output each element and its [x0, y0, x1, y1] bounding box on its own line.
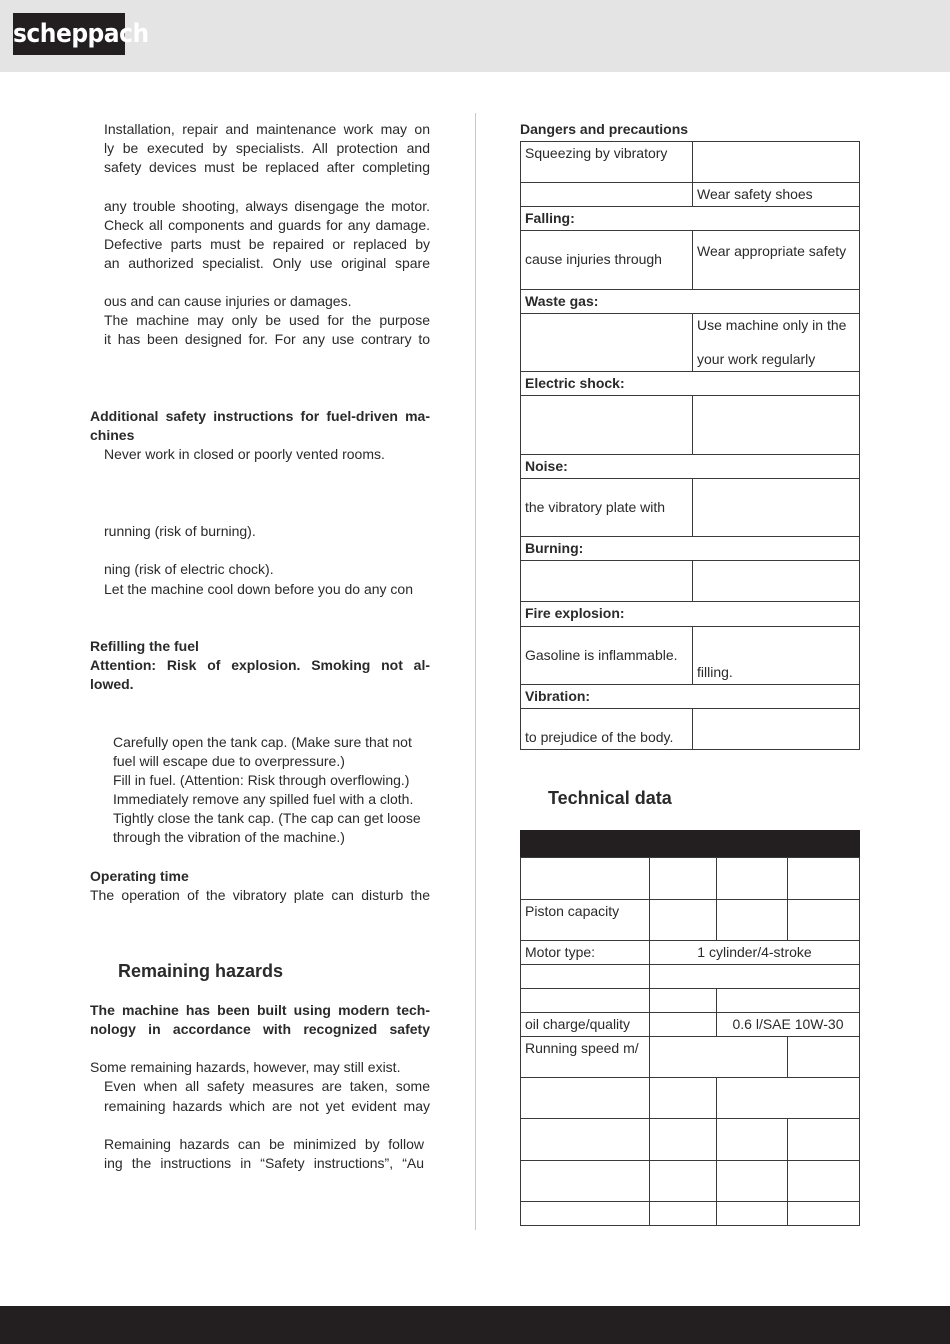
cell-text: Wear appropriate safety	[697, 243, 847, 259]
page-header	[0, 0, 950, 72]
table-cell	[787, 1201, 860, 1226]
refill-step: through the vibration of the machine.)	[113, 829, 345, 845]
table-cell	[649, 899, 717, 941]
body-line: Check all components and guards for any damage.	[104, 217, 430, 233]
table-cell	[787, 1160, 860, 1202]
table-cell	[692, 708, 860, 750]
refill-step: Tightly close the tank cap. (The cap can get loose	[113, 810, 421, 826]
body-line: Remaining hazards can be minimized by follow	[104, 1136, 424, 1152]
refill-step: fuel will escape due to overpressure.)	[113, 753, 345, 769]
body-line: Never work in closed or poorly vented rooms.	[104, 446, 385, 462]
table-cell	[520, 560, 693, 602]
body-line: The machine may only be used for the purpose	[104, 312, 430, 328]
refill-step: Fill in fuel. (Attention: Risk through overflowing.)	[113, 772, 410, 788]
table-cell	[649, 1036, 788, 1078]
body-line: Installation, repair and maintenance work may on	[104, 121, 430, 137]
body-line: Some remaining hazards, however, may still exist.	[90, 1059, 401, 1075]
table-cell	[692, 141, 860, 183]
body-line: any trouble shooting, always disengage the motor.	[104, 198, 430, 214]
table-cell	[692, 560, 860, 602]
tech-table-header	[520, 830, 860, 858]
table-cell	[716, 857, 788, 900]
body-line: running (risk of burning).	[104, 523, 256, 539]
cell-text: Squeezing by vibratory	[525, 145, 668, 161]
cell-text: oil charge/quality	[525, 1016, 631, 1032]
body-line: Defective parts must be repaired or replaced by	[104, 236, 430, 252]
cell-text: to prejudice of the body.	[525, 729, 674, 745]
table-cell	[716, 1118, 788, 1161]
table-cell	[649, 964, 860, 989]
body-line: it has been designed for. For any use contrary to	[104, 331, 430, 347]
hazard-category: Fire explosion:	[525, 605, 625, 621]
cell-text: 0.6 l/SAE 10W-30	[732, 1016, 844, 1032]
cell-text: Running speed m/	[525, 1040, 639, 1056]
table-cell	[520, 454, 860, 479]
body-line: Even when all safety measures are taken, some	[104, 1078, 430, 1094]
page-footer	[0, 1306, 950, 1344]
table-cell	[520, 1160, 650, 1202]
table-cell	[649, 1160, 717, 1202]
hazard-category: Falling:	[525, 210, 575, 226]
cell-text: your work regularly	[697, 351, 816, 367]
table-cell	[520, 1077, 650, 1119]
table-cell	[649, 1118, 717, 1161]
table-cell	[649, 857, 717, 900]
column-divider	[475, 113, 476, 1230]
fuel-safety-heading-cont: chines	[90, 427, 135, 443]
table-cell	[716, 1160, 788, 1202]
dangers-title: Dangers and precautions	[520, 121, 689, 137]
body-line: Let the machine cool down before you do any con	[104, 581, 413, 597]
table-cell	[520, 964, 650, 989]
table-cell	[692, 478, 860, 537]
cell-text: Wear safety shoes	[697, 186, 813, 202]
table-cell	[787, 857, 860, 900]
brand-logo: scheppach	[13, 13, 125, 55]
body-line: ing the instructions in “Safety instructions”, “Au	[104, 1155, 424, 1171]
table-cell	[716, 988, 860, 1013]
table-cell	[787, 899, 860, 941]
table-cell	[520, 857, 650, 900]
cell-text: the vibratory plate with	[525, 499, 666, 515]
body-line: The operation of the vibratory plate can disturb the	[90, 887, 430, 903]
table-cell	[520, 1118, 650, 1161]
cell-text: Piston capacity	[525, 903, 620, 919]
remaining-hazards-title: Remaining hazards	[118, 961, 284, 981]
refill-step: Immediately remove any spilled fuel with a cloth.	[113, 791, 414, 807]
refill-heading: Refilling the fuel	[90, 638, 199, 654]
body-line: ly be executed by specialists. All protection and	[104, 140, 430, 156]
table-cell	[520, 988, 650, 1013]
table-cell	[649, 1201, 717, 1226]
cell-text: filling.	[697, 664, 733, 680]
table-cell	[787, 1118, 860, 1161]
operating-heading: Operating time	[90, 868, 189, 884]
table-cell	[787, 1036, 860, 1078]
fuel-safety-heading: Additional safety instructions for fuel-driven ma-	[90, 408, 430, 424]
table-cell	[692, 230, 860, 290]
cell-text: Use machine only in the	[697, 317, 847, 333]
cell-text: Gasoline is inflammable.	[525, 647, 678, 663]
table-cell	[520, 1201, 650, 1226]
table-cell	[716, 1077, 860, 1119]
table-cell	[716, 899, 788, 941]
refill-attention: Attention: Risk of explosion. Smoking not al-	[90, 657, 430, 673]
table-cell	[692, 395, 860, 455]
body-line: an authorized specialist. Only use original spare	[104, 255, 430, 271]
hazard-category: Electric shock:	[525, 375, 625, 391]
refill-attention-cont: lowed.	[90, 676, 134, 692]
table-cell	[520, 395, 693, 455]
hazard-category: Waste gas:	[525, 293, 599, 309]
table-cell	[520, 182, 693, 207]
table-cell	[649, 1012, 717, 1037]
hazard-category: Vibration:	[525, 688, 591, 704]
cell-text: cause injuries through	[525, 251, 662, 267]
cell-text: Motor type:	[525, 944, 596, 960]
table-cell	[649, 988, 717, 1013]
body-line: safety devices must be replaced after completing	[104, 159, 430, 175]
table-cell	[520, 313, 693, 372]
technical-data-title: Technical data	[548, 788, 672, 808]
hazard-category: Burning:	[525, 540, 584, 556]
hazard-category: Noise:	[525, 458, 568, 474]
remaining-bold-line: The machine has been built using modern tech-	[90, 1002, 430, 1018]
remaining-bold-line: nology in accordance with recognized safety	[90, 1021, 430, 1037]
table-cell	[716, 1201, 788, 1226]
table-cell	[649, 1077, 717, 1119]
refill-step: Carefully open the tank cap. (Make sure that not	[113, 734, 412, 750]
body-line: ning (risk of electric chock).	[104, 561, 274, 577]
cell-text: 1 cylinder/4-stroke	[697, 944, 812, 960]
body-line: remaining hazards which are not yet evident may	[104, 1098, 430, 1114]
body-line: ous and can cause injuries or damages.	[104, 293, 352, 309]
